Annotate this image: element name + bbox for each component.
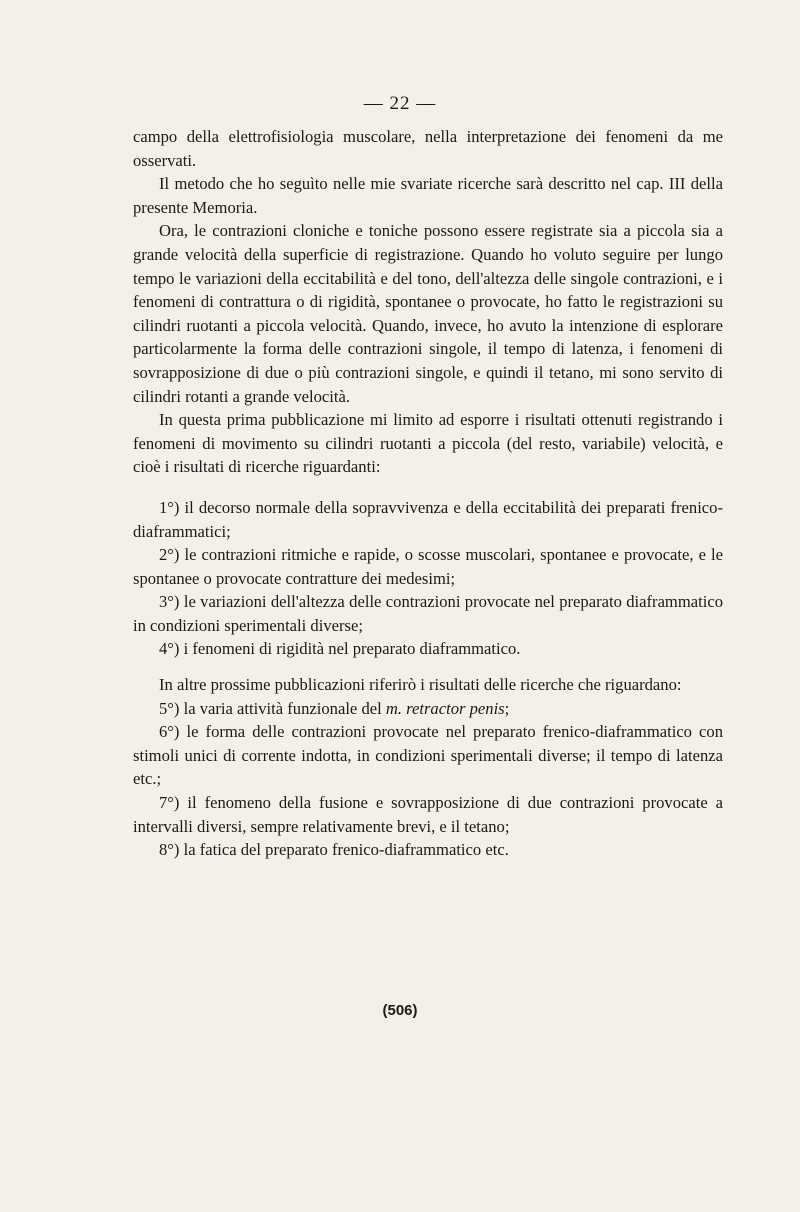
list-item: 2°) le contrazioni ritmiche e rapide, o scosse muscolari, spontanee e provocate, e le spontanee o provocate contratture dei medesimi; xyxy=(133,545,723,588)
list-item-text: ; xyxy=(504,698,510,718)
list-item: 3°) le variazioni dell'altezza delle contrazioni provocate nel preparato diaframmatico in condizioni sperimentali diverse; xyxy=(133,592,723,635)
list-item-text: 5°) la varia attività funzionale del xyxy=(159,698,386,718)
paragraph: campo della elettrofisiologia muscolare, nella interpretazione dei fenomeni da me osservati. xyxy=(133,127,723,170)
species-name: m. retractor penis xyxy=(385,698,505,718)
paragraph: Il metodo che ho seguìto nelle mie svariate ricerche sarà descritto nel cap. III della presente Memoria. xyxy=(133,174,723,217)
list-item: 7°) il fenomeno della fusione e sovrapposizione di due contrazioni provocate a intervalli diversi, sempre relativamente brevi, e il tetano; xyxy=(133,793,723,836)
paragraph: Ora, le contrazioni cloniche e toniche possono essere registrate sia a piccola sia a grande velocità della superficie di registrazione. Quando ho voluto seguire per lungo tempo le variazioni della eccitabilità e del tono, dell'altezza delle singole contrazioni, e i fenomeni di contrattura o di rigidità, spontanee o provocate, ho fatto le registrazioni su cilindri ruotanti a piccola velocità. Quando, invece, ho avuto la intenzione di esplorare particolarmente la forma delle contrazioni singole, il tempo di latenza, i fenomeni di sovrapposizione di due o più contrazioni singole, e quindi il tetano, mi sono servito di cilindri rotanti a grande velocità. xyxy=(133,221,723,406)
list-item: 8°) la fatica del preparato frenico-diaframmatico etc. xyxy=(159,840,509,860)
paragraph: In questa prima pubblicazione mi limito ad esporre i risultati ottenuti registrando i fenomeni di movimento su cilindri ruotanti a piccola (del resto, variabile) velocità, e cioè i risultati di ricerche riguardanti: xyxy=(133,410,723,477)
footer-number: (506) xyxy=(382,1002,418,1019)
list-item xyxy=(133,697,723,721)
page-number: — 22 — xyxy=(363,93,437,114)
list-item: 6°) le forma delle contrazioni provocate nel preparato frenico-diaframmatico con stimoli unici di corrente indotta, in condizioni sperimentali diverse; il tempo di latenza etc.; xyxy=(133,722,723,789)
paragraph: In altre prossime pubblicazioni riferirò i risultati delle ricerche che riguardano: xyxy=(159,675,682,695)
body-text xyxy=(133,125,723,862)
list-item: 4°) i fenomeni di rigidità nel preparato diaframmatico. xyxy=(159,639,521,659)
list-item: 1°) il decorso normale della sopravvivenza e della eccitabilità dei preparati frenico-diaframmatici; xyxy=(133,497,723,541)
